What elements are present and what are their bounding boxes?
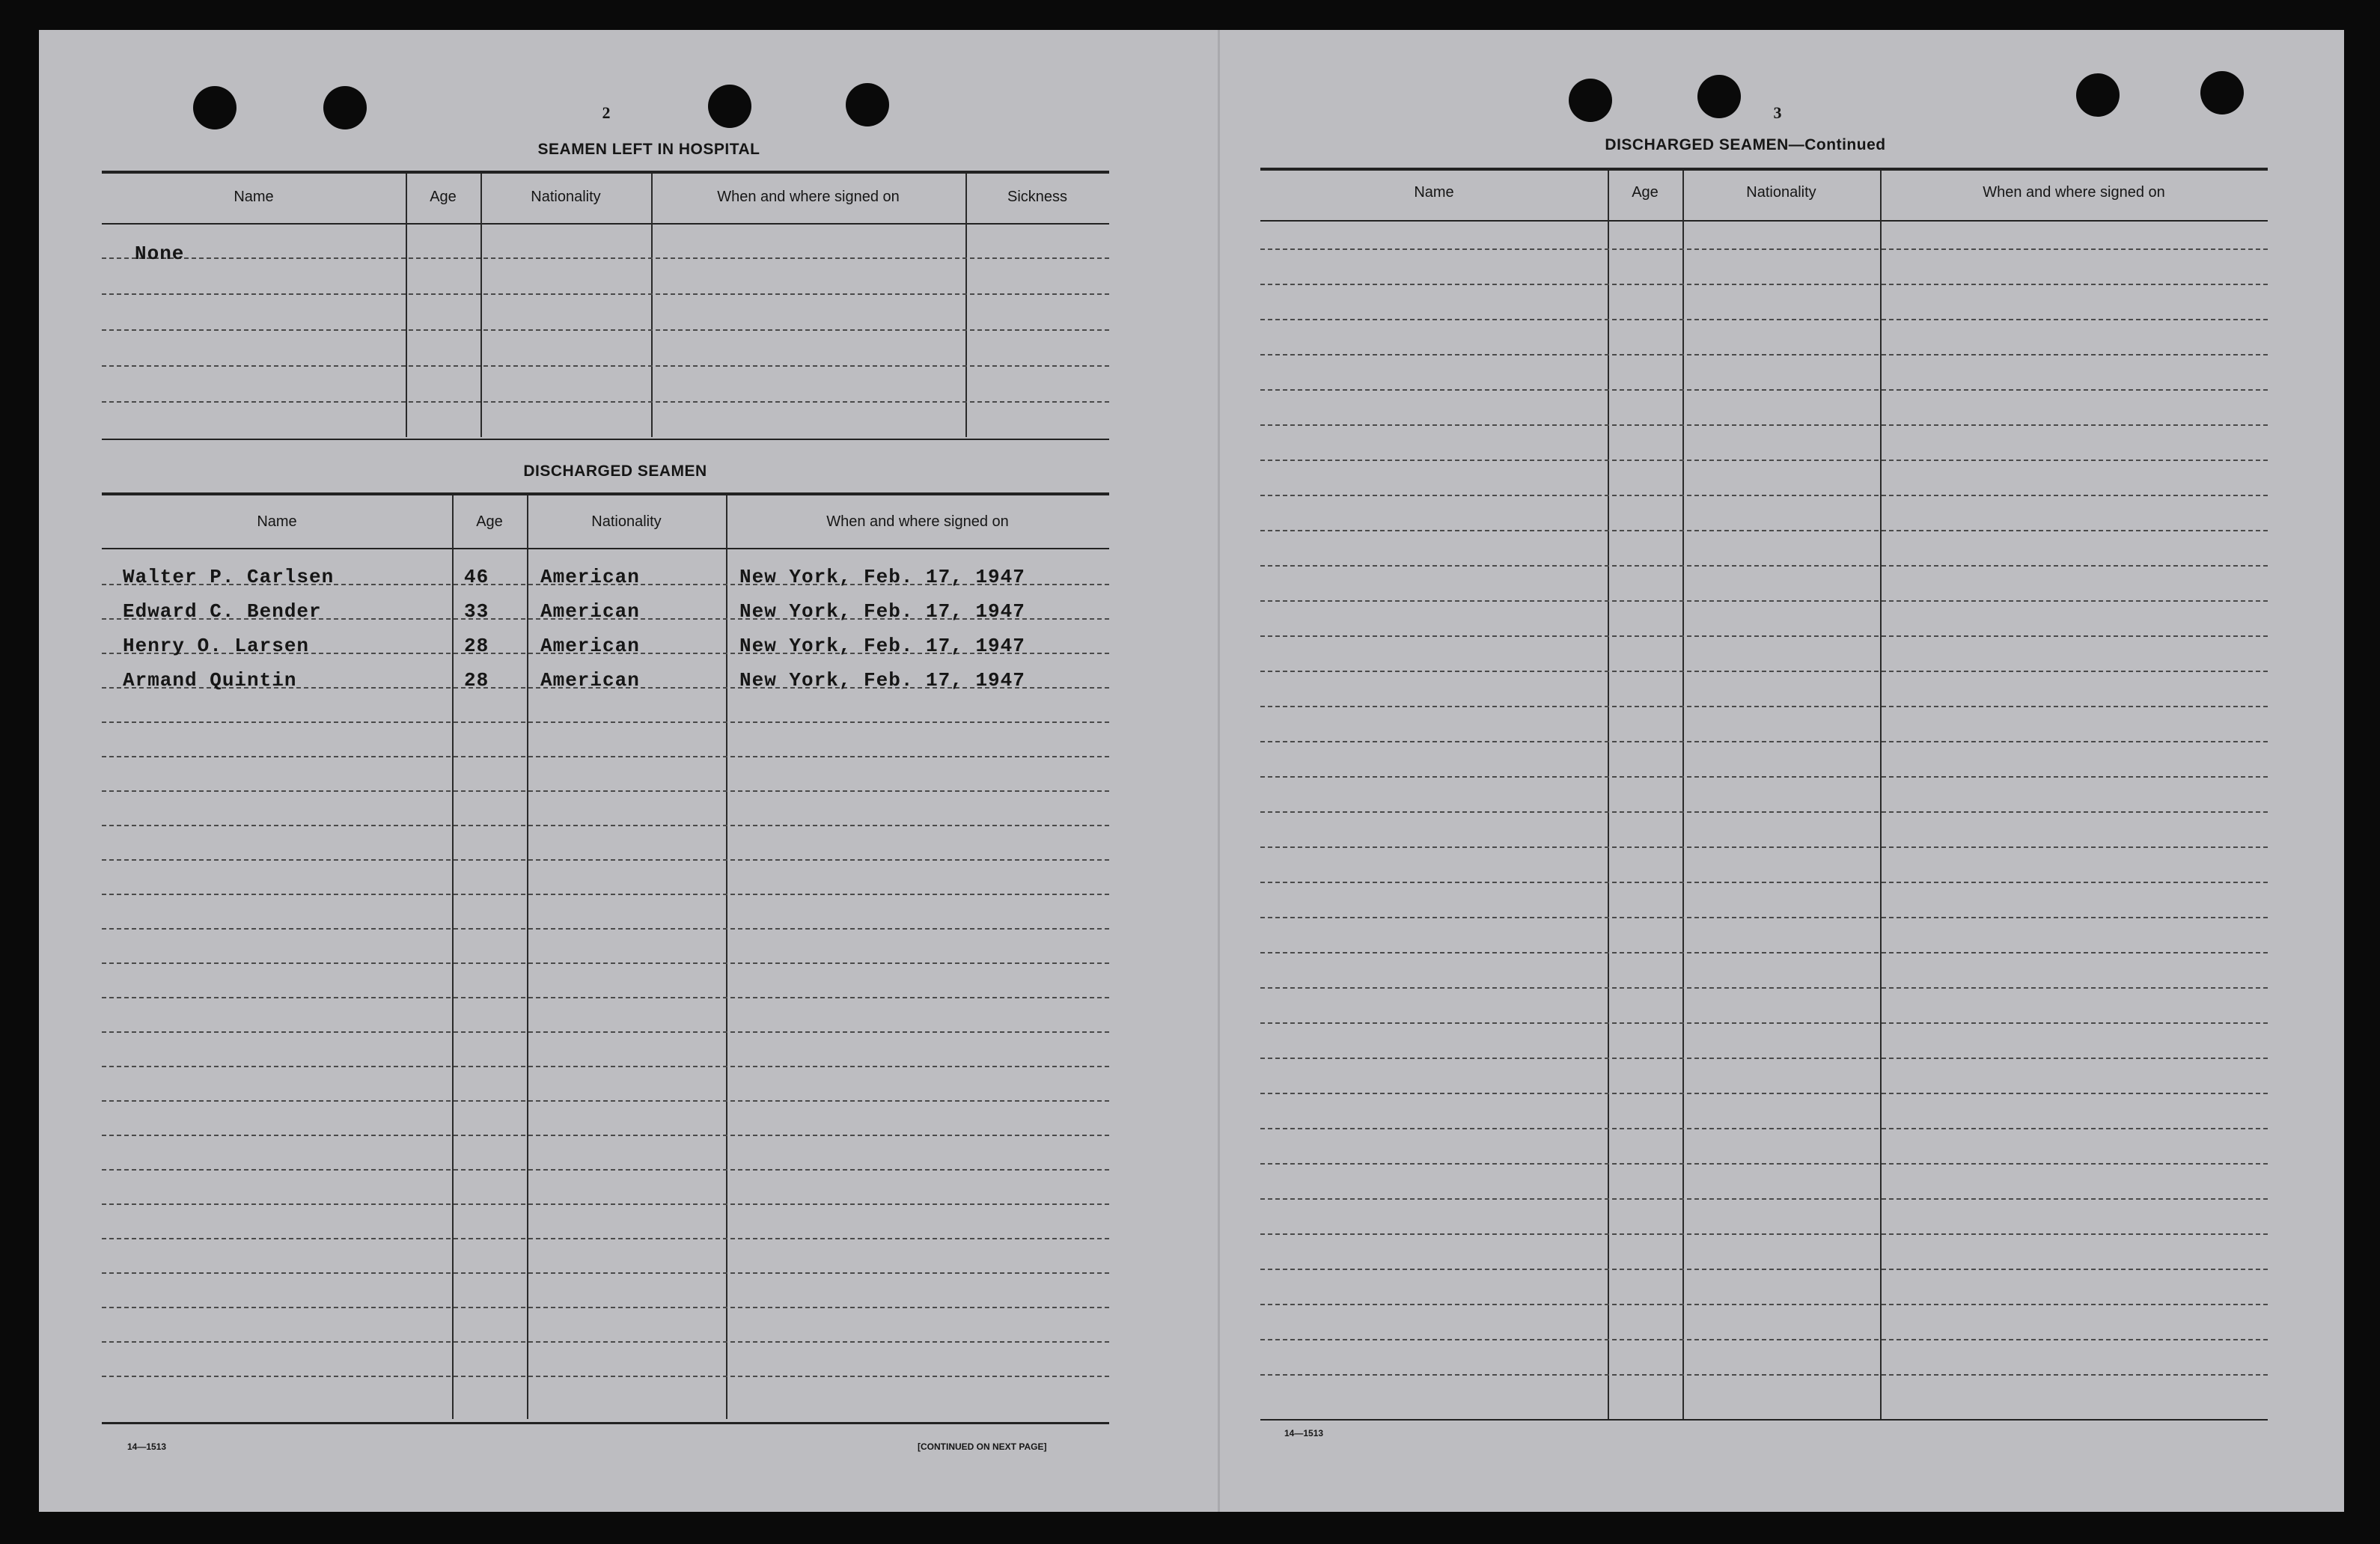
hospital-header-age: Age xyxy=(430,189,457,205)
right-col-divider xyxy=(1682,171,1684,1419)
seaman-name: Henry O. Larsen xyxy=(123,635,310,657)
page-fold xyxy=(1218,30,1220,1512)
hospital-header-name: Name xyxy=(234,189,274,205)
ruled-line xyxy=(1260,952,2268,953)
punch-hole xyxy=(1569,79,1612,122)
ruled-line xyxy=(1260,1163,2268,1165)
hospital-header-signed-on: When and where signed on xyxy=(717,189,900,205)
punch-hole xyxy=(323,86,367,129)
left-page-bottom-rule xyxy=(102,1422,1109,1424)
ruled-line xyxy=(1260,1269,2268,1270)
ruled-line xyxy=(102,1376,1109,1377)
ruled-line xyxy=(1260,460,2268,461)
hospital-col-divider xyxy=(480,174,482,437)
hospital-header-rule xyxy=(102,223,1109,225)
seaman-nationality: American xyxy=(540,600,640,623)
seaman-name: Walter P. Carlsen xyxy=(123,566,335,588)
ruled-line xyxy=(102,1100,1109,1102)
seaman-age: 33 xyxy=(464,600,489,623)
ruled-line xyxy=(102,401,1109,403)
ruled-line xyxy=(1260,741,2268,742)
ruled-line xyxy=(1260,706,2268,707)
discharged-header-age: Age xyxy=(476,513,503,530)
ruled-line xyxy=(102,825,1109,826)
ruled-line xyxy=(102,721,1109,723)
ruled-line xyxy=(102,1135,1109,1136)
ruled-line xyxy=(102,928,1109,930)
discharged-top-rule xyxy=(102,492,1109,495)
ruled-line xyxy=(1260,1058,2268,1059)
right-page-number: 3 xyxy=(1773,103,1782,122)
right-header-nationality: Nationality xyxy=(1746,184,1816,201)
ruled-line xyxy=(1260,987,2268,989)
ruled-line xyxy=(1260,1093,2268,1094)
punch-hole xyxy=(846,83,889,126)
hospital-col-divider xyxy=(965,174,967,437)
right-title-main: DISCHARGED SEAMEN xyxy=(1605,136,1789,153)
ruled-line xyxy=(102,756,1109,757)
hospital-section-title xyxy=(477,141,821,159)
seaman-name: Armand Quintin xyxy=(123,669,297,692)
ruled-line xyxy=(1260,1374,2268,1376)
ruled-line xyxy=(102,329,1109,331)
punch-hole xyxy=(708,85,751,128)
right-header-rule xyxy=(1260,220,2268,222)
seaman-signed-on: New York, Feb. 17, 1947 xyxy=(739,635,1025,657)
ruled-line xyxy=(1260,1022,2268,1024)
hospital-col-divider xyxy=(651,174,653,437)
ruled-line xyxy=(1260,1198,2268,1200)
seaman-signed-on: New York, Feb. 17, 1947 xyxy=(739,566,1025,588)
ruled-line xyxy=(1260,530,2268,531)
ruled-line xyxy=(102,1238,1109,1239)
discharged-col-divider xyxy=(527,495,528,1419)
ruled-line xyxy=(1260,600,2268,602)
ruled-line xyxy=(102,997,1109,998)
right-col-divider xyxy=(1880,171,1882,1419)
left-form-number: 14—1513 xyxy=(127,1441,167,1452)
ruled-line xyxy=(102,1272,1109,1274)
ruled-line xyxy=(1260,354,2268,356)
punch-hole xyxy=(1697,75,1741,118)
ruled-line xyxy=(102,1031,1109,1033)
discharged-col-divider xyxy=(452,495,454,1419)
hospital-col-divider xyxy=(406,174,407,437)
continued-note: [CONTINUED ON NEXT PAGE] xyxy=(918,1441,1047,1452)
ruled-line xyxy=(1260,389,2268,391)
seaman-age: 46 xyxy=(464,566,489,588)
ruled-line xyxy=(1260,917,2268,918)
seaman-nationality: American xyxy=(540,635,640,657)
ruled-line xyxy=(1260,776,2268,778)
hospital-title-text: SEAMEN LEFT IN HOSPITAL xyxy=(537,141,760,158)
discharged-section-title xyxy=(443,463,787,480)
ruled-line xyxy=(102,365,1109,367)
right-page-bottom-rule xyxy=(1260,1419,2268,1421)
hospital-header-sickness: Sickness xyxy=(1007,189,1068,205)
right-title-sub: —Continued xyxy=(1788,136,1886,153)
ruled-line xyxy=(1260,635,2268,637)
ruled-line xyxy=(102,962,1109,964)
right-form-number: 14—1513 xyxy=(1284,1428,1324,1438)
hospital-row-name: None xyxy=(135,242,185,265)
ruled-line xyxy=(1260,1304,2268,1305)
ruled-line xyxy=(1260,495,2268,496)
ruled-line xyxy=(102,1169,1109,1171)
discharged-col-divider xyxy=(726,495,727,1419)
left-page-number: 2 xyxy=(602,103,611,122)
ruled-line xyxy=(102,894,1109,895)
punch-hole xyxy=(2200,71,2244,115)
ruled-line xyxy=(1260,671,2268,672)
ruled-line xyxy=(1260,1339,2268,1340)
seaman-signed-on: New York, Feb. 17, 1947 xyxy=(739,600,1025,623)
seaman-nationality: American xyxy=(540,669,640,692)
right-section-title xyxy=(1536,136,1955,154)
ruled-line xyxy=(1260,284,2268,285)
discharged-header-signed-on: When and where signed on xyxy=(826,513,1009,530)
hospital-header-nationality: Nationality xyxy=(531,189,601,205)
punch-hole xyxy=(2076,73,2120,117)
ruled-line xyxy=(1260,424,2268,426)
ruled-line xyxy=(102,257,1109,259)
ruled-line xyxy=(1260,1233,2268,1235)
ruled-line xyxy=(102,1307,1109,1308)
discharged-header-name: Name xyxy=(257,513,297,530)
ruled-line xyxy=(102,790,1109,792)
ruled-line xyxy=(1260,1128,2268,1129)
ruled-line xyxy=(102,1341,1109,1343)
ruled-line xyxy=(1260,319,2268,320)
right-header-name: Name xyxy=(1414,184,1454,201)
seaman-age: 28 xyxy=(464,635,489,657)
right-header-signed-on: When and where signed on xyxy=(1983,184,2165,201)
right-top-rule xyxy=(1260,168,2268,171)
seaman-signed-on: New York, Feb. 17, 1947 xyxy=(739,669,1025,692)
seaman-name: Edward C. Bender xyxy=(123,600,322,623)
punch-hole xyxy=(193,86,237,129)
ruled-line xyxy=(1260,882,2268,883)
ruled-line xyxy=(102,293,1109,295)
discharged-header-nationality: Nationality xyxy=(591,513,662,530)
ruled-line xyxy=(1260,846,2268,848)
document-sheet xyxy=(39,30,2344,1512)
hospital-bottom-rule xyxy=(102,439,1109,440)
ruled-line xyxy=(102,1203,1109,1205)
ruled-line xyxy=(102,1066,1109,1067)
hospital-top-rule xyxy=(102,171,1109,174)
seaman-nationality: American xyxy=(540,566,640,588)
right-header-age: Age xyxy=(1632,184,1659,201)
ruled-line xyxy=(1260,811,2268,813)
discharged-title-text: DISCHARGED SEAMEN xyxy=(523,463,707,480)
ruled-line xyxy=(1260,565,2268,567)
ruled-line xyxy=(1260,248,2268,250)
seaman-age: 28 xyxy=(464,669,489,692)
discharged-header-rule xyxy=(102,548,1109,549)
ruled-line xyxy=(102,859,1109,861)
right-col-divider xyxy=(1608,171,1609,1419)
